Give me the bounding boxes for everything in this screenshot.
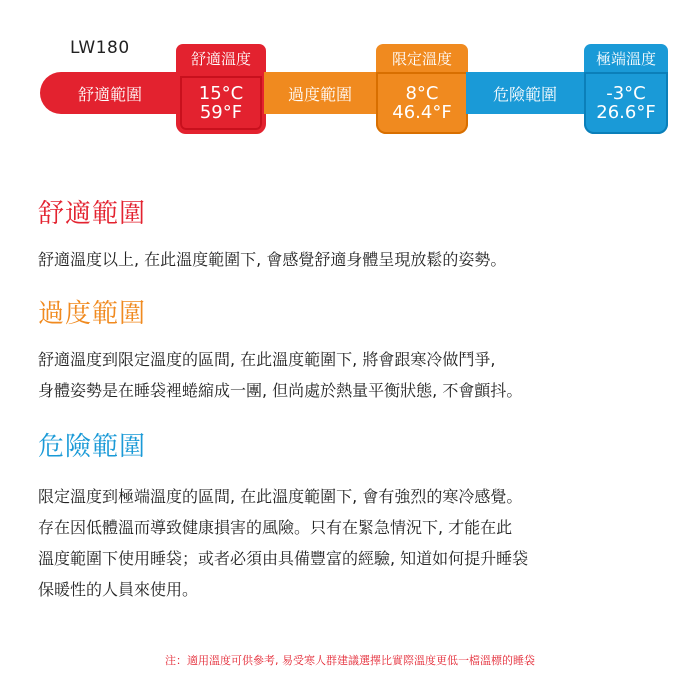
over-range-label: 過度範圍: [264, 72, 376, 114]
comfort-temp-celsius: 15°C: [198, 83, 244, 104]
extreme-temp-value: [584, 72, 668, 134]
extreme-temp-tag: 極端溫度: [584, 44, 668, 72]
danger-section-title: 危險範圍: [38, 432, 147, 462]
danger-line: 存在因低體溫而導致健康損害的風險。只有在緊急情況下, 才能在此: [38, 518, 513, 537]
over-section-title: 過度範圍: [38, 299, 147, 329]
comfort-line: 舒適溫度以上, 在此溫度範圍下, 會感覺舒適身體呈現放鬆的姿勢。: [38, 250, 507, 269]
footnote: 注：適用溫度可供參考, 易受寒人群建議選擇比實際溫度更低一檔溫標的睡袋: [165, 654, 535, 667]
limit-temp-value: [376, 72, 468, 134]
limit-temp-fahrenheit: 46.4°F: [392, 102, 452, 123]
model-label: LW180: [70, 38, 130, 58]
over-section-text: [38, 344, 678, 406]
comfort-range-label: 舒適範圍: [40, 72, 180, 114]
danger-range-label: 危險範圍: [466, 72, 584, 114]
limit-temp-celsius: 8°C: [405, 83, 439, 104]
comfort-temp-fahrenheit: 59°F: [199, 102, 243, 123]
comfort-temp-value: [176, 72, 266, 134]
comfort-section-title: 舒適範圍: [38, 199, 147, 229]
comfort-section-text: [38, 244, 678, 275]
danger-line: 限定溫度到極端溫度的區間, 在此溫度範圍下, 會有強烈的寒冷感覺。: [38, 487, 523, 506]
comfort-temp-tag: 舒適溫度: [176, 44, 266, 72]
over-line: 舒適溫度到限定溫度的區間, 在此溫度範圍下, 將會跟寒冷做鬥爭,: [38, 350, 496, 369]
danger-section-text: [38, 481, 678, 605]
extreme-temp-fahrenheit: 26.6°F: [596, 102, 656, 123]
danger-line: 保暖性的人員來使用。: [38, 580, 199, 599]
extreme-temp-celsius: -3°C: [606, 83, 646, 104]
danger-line: 溫度範圍下使用睡袋；或者必須由具備豐富的經驗, 知道如何提升睡袋: [38, 549, 529, 568]
limit-temp-tag: 限定溫度: [376, 44, 468, 72]
over-line: 身體姿勢是在睡袋裡蜷縮成一團, 但尚處於熱量平衡狀態, 不會顫抖。: [38, 381, 523, 400]
